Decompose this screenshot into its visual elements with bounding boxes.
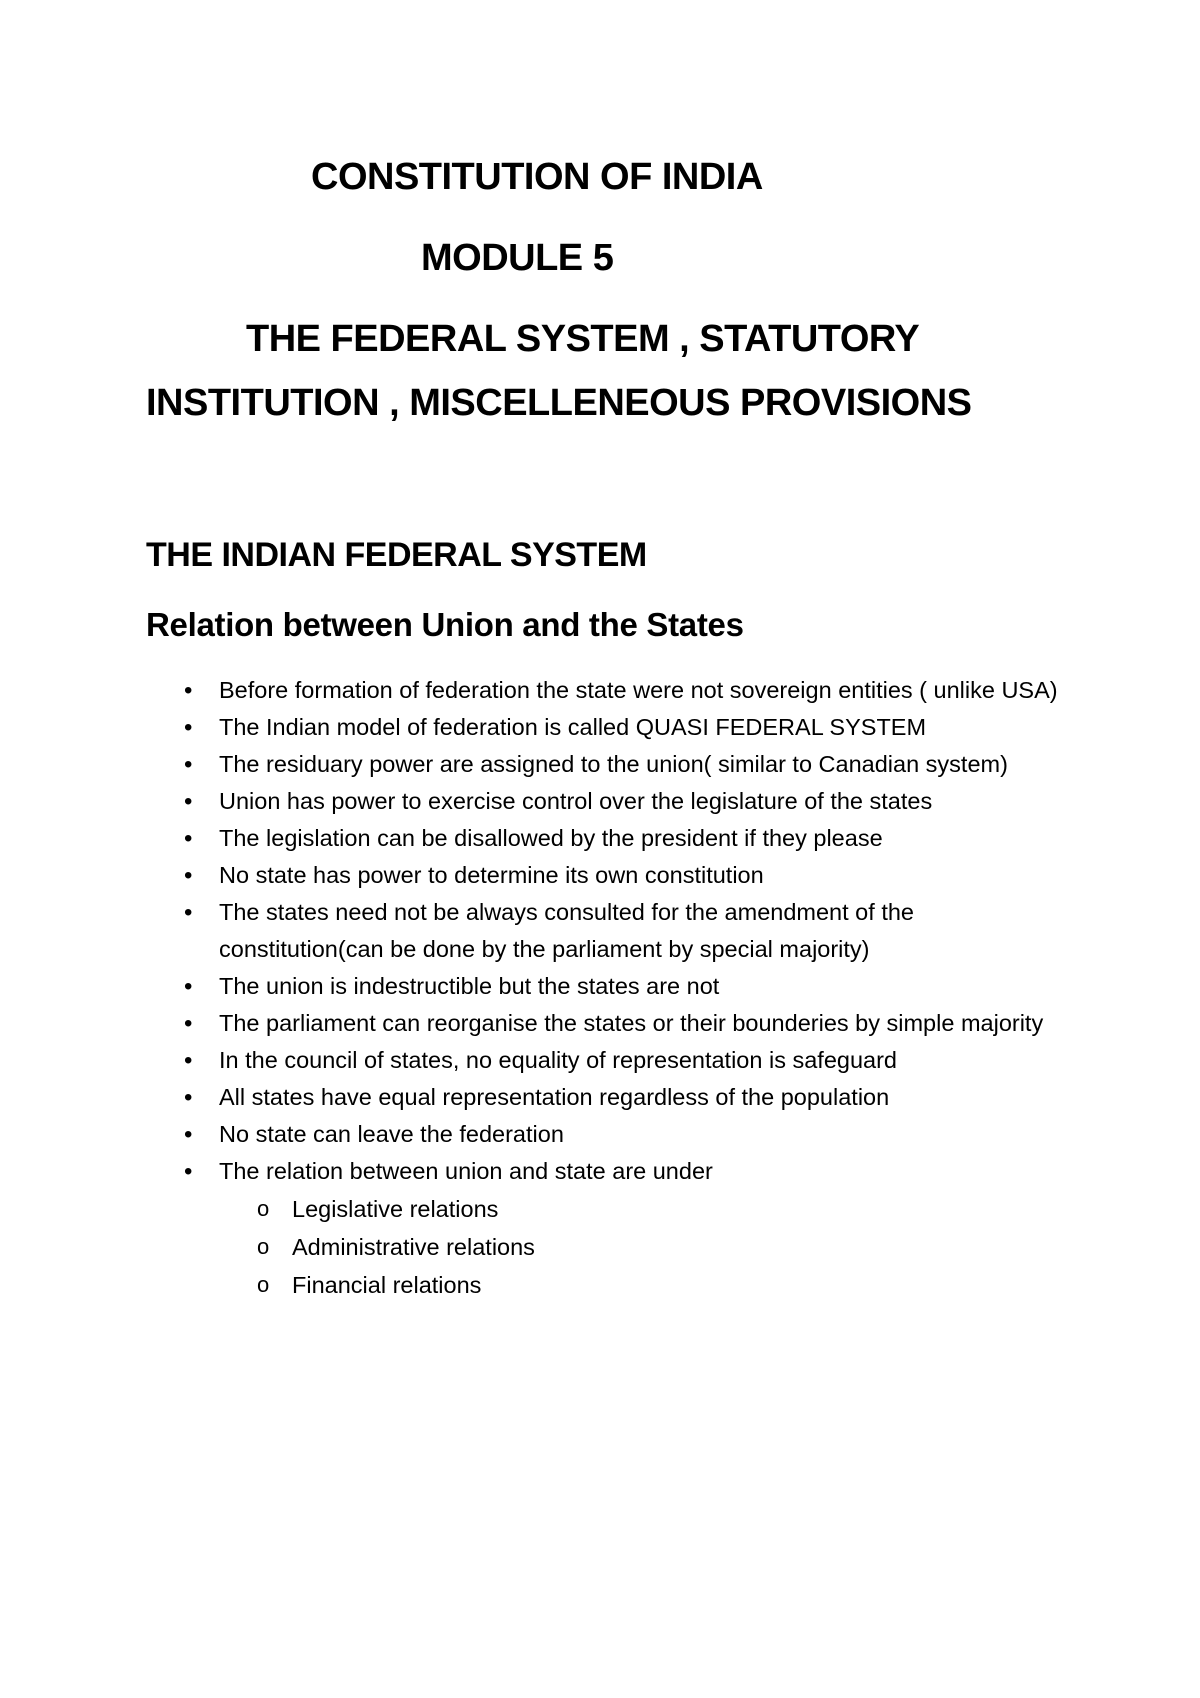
module-number: MODULE 5	[421, 237, 614, 279]
list-item: • The states need not be always consulted for the amendment of the constitution(can be done by the parliament by special majority)	[0, 894, 1200, 968]
bullet-list	[0, 672, 1200, 1304]
list-item-with-subitems	[0, 1153, 1200, 1304]
sub-list-item: o Financial relations	[219, 1266, 1060, 1304]
module-title-line-1: THE FEDERAL SYSTEM , STATUTORY	[246, 318, 920, 360]
list-item: • No state can leave the federation	[0, 1116, 1200, 1153]
sub-heading: Relation between Union and the States	[146, 606, 744, 643]
document-title: CONSTITUTION OF INDIA	[311, 156, 763, 198]
sub-bullet-list	[219, 1190, 1060, 1304]
sub-list-item: o Administrative relations	[219, 1228, 1060, 1266]
module-title-line-2: INSTITUTION , MISCELLENEOUS PROVISIONS	[146, 382, 972, 424]
list-item: • No state has power to determine its own constitution	[0, 857, 1200, 894]
list-item: • Union has power to exercise control over the legislature of the states	[0, 783, 1200, 820]
list-item: • The legislation can be disallowed by the president if they please	[0, 820, 1200, 857]
section-heading: THE INDIAN FEDERAL SYSTEM	[146, 536, 647, 574]
list-item: • The parliament can reorganise the states or their bounderies by simple majority	[0, 1005, 1200, 1042]
list-item: • In the council of states, no equality of representation is safeguard	[0, 1042, 1200, 1079]
list-item: • All states have equal representation regardless of the population	[0, 1079, 1200, 1116]
list-item-text: The relation between union and state are under	[219, 1158, 713, 1184]
list-item: • The Indian model of federation is called QUASI FEDERAL SYSTEM	[0, 709, 1200, 746]
list-item: • Before formation of federation the state were not sovereign entities ( unlike USA)	[0, 672, 1200, 709]
list-item: • The residuary power are assigned to the union( similar to Canadian system)	[0, 746, 1200, 783]
list-item: • The union is indestructible but the states are not	[0, 968, 1200, 1005]
sub-list-item: o Legislative relations	[219, 1190, 1060, 1228]
